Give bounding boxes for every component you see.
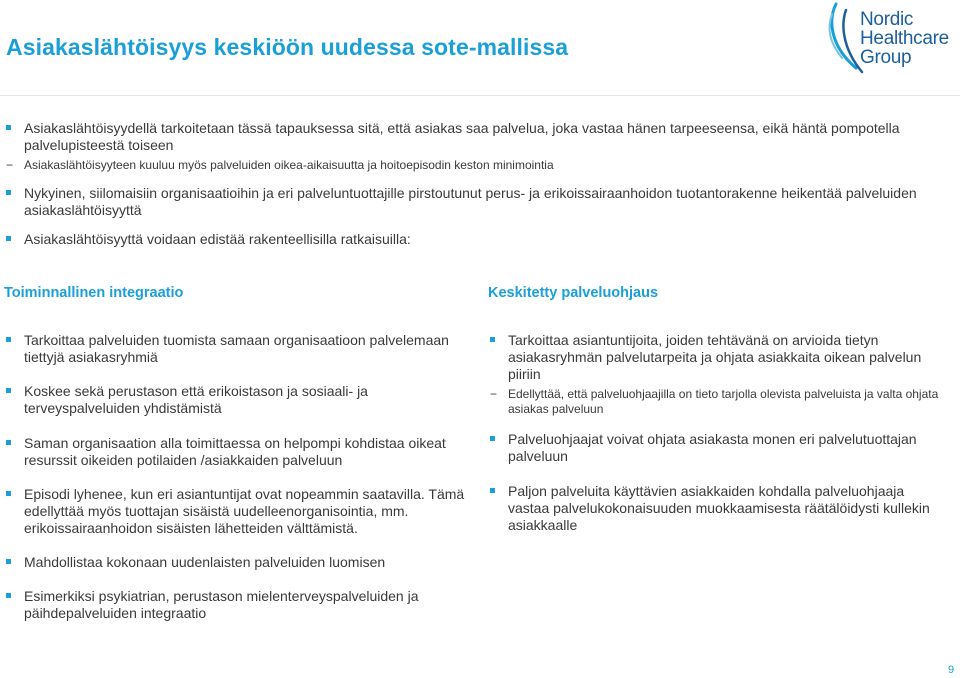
right-bullet-2: Palveluohjaajat voivat ohjata asiakasta monen eri palvelutuottajan palveluun [488, 431, 948, 465]
left-bullet-4: Episodi lyhenee, kun eri asiantuntijat ovat nopeammin saatavilla. Tämä edellyttää myös tuottajan sisäistä uudelleenorganisointia, mm. erikoissairaanhoidon sisäisten lähetteiden välttämistä. [4, 486, 466, 537]
page-number: 9 [948, 664, 955, 676]
dash-icon: − [490, 387, 498, 401]
left-bullet-5: Mahdollistaa kokonaan uudenlaisten palveluiden luomisen [4, 554, 466, 571]
right-bullets [488, 332, 948, 534]
intro-bullets [4, 120, 950, 248]
bullet-square-icon [6, 440, 11, 445]
right-sub-bullet-1: − Edellyttää, että palveluohjaajilla on tieto tarjolla olevista palveluista ja valta ohjata asiakas palveluun [490, 387, 939, 416]
left-bullet-3: Saman organisaation alla toimittaessa on helpompi kohdistaa oikeat resurssit oikeiden potilaiden /asiakkaiden palveluun [4, 435, 466, 469]
left-heading: Toiminnallinen integraatio [4, 285, 184, 301]
bullet-square-icon [6, 125, 11, 130]
bullet-square-icon [6, 388, 11, 393]
bullet-square-icon [490, 436, 495, 441]
bullet-square-icon [6, 190, 11, 195]
left-bullet-1: Tarkoittaa palveluiden tuomista samaan organisaatioon palvelemaan tiettyjä asiakasryhmiä [4, 332, 466, 366]
bullet-square-icon [6, 559, 11, 564]
logo-word-3: Group [860, 47, 912, 68]
left-bullet-6: Esimerkiksi psykiatrian, perustason mielenterveyspalveluiden ja päihdepalveluiden integraatio [4, 588, 466, 622]
intro-bullet-1: Asiakaslähtöisyydellä tarkoitetaan tässä tapauksessa sitä, että asiakas saa palvelua, joka vastaa hänen tarpeeseensa, eikä häntä pompotella palvelupisteestä toiseen [4, 120, 950, 154]
bullet-square-icon [490, 488, 495, 493]
logo-word-2: Healthcare [860, 28, 949, 49]
dash-icon: − [6, 158, 14, 172]
slide-title: Asiakaslähtöisyys keskiöön uudessa sote-mallissa [6, 34, 569, 60]
bullet-square-icon [490, 337, 495, 342]
bullet-square-icon [6, 337, 11, 342]
right-heading: Keskitetty palveluohjaus [488, 285, 659, 301]
title-divider [0, 95, 960, 96]
intro-bullet-2: Nykyinen, siilomaisiin organisaatioihin ja eri palveluntuottajille pirstoutunut perus- ja erikoissairaanhoidon tuotantorakenne heikentää palveluiden asiakaslähtöisyyttä [4, 185, 950, 219]
intro-bullet-3: Asiakaslähtöisyyttä voidaan edistää rakenteellisilla ratkaisuilla: [4, 231, 950, 248]
right-bullet-3: Paljon palveluita käyttävien asiakkaiden kohdalla palveluohjaaja vastaa palvelukokonaisuuden muokkaamisesta räätälöidysti kullekin asiakkaalle [488, 483, 948, 534]
left-bullet-2: Koskee sekä perustason että erikoistason ja sosiaali- ja terveyspalveluiden yhdistämistä [4, 383, 466, 417]
logo-word-1: Nordic [860, 9, 914, 30]
bullet-square-icon [6, 236, 11, 241]
intro-sub-bullet-1: − Asiakaslähtöisyyteen kuuluu myös palveluiden oikea-aikaisuutta ja hoitoepisodin keston minimointia [6, 158, 554, 172]
left-bullets [4, 332, 466, 622]
right-bullet-1: Tarkoittaa asiantuntijoita, joiden tehtävänä on arvioida tietyn asiakasryhmän palvelutarpeita ja ohjata asiakkaita oikean palvelun piiriin [488, 332, 948, 383]
bullet-square-icon [6, 593, 11, 598]
nordic-healthcare-group-logo [826, 2, 960, 76]
bullet-square-icon [6, 491, 11, 496]
